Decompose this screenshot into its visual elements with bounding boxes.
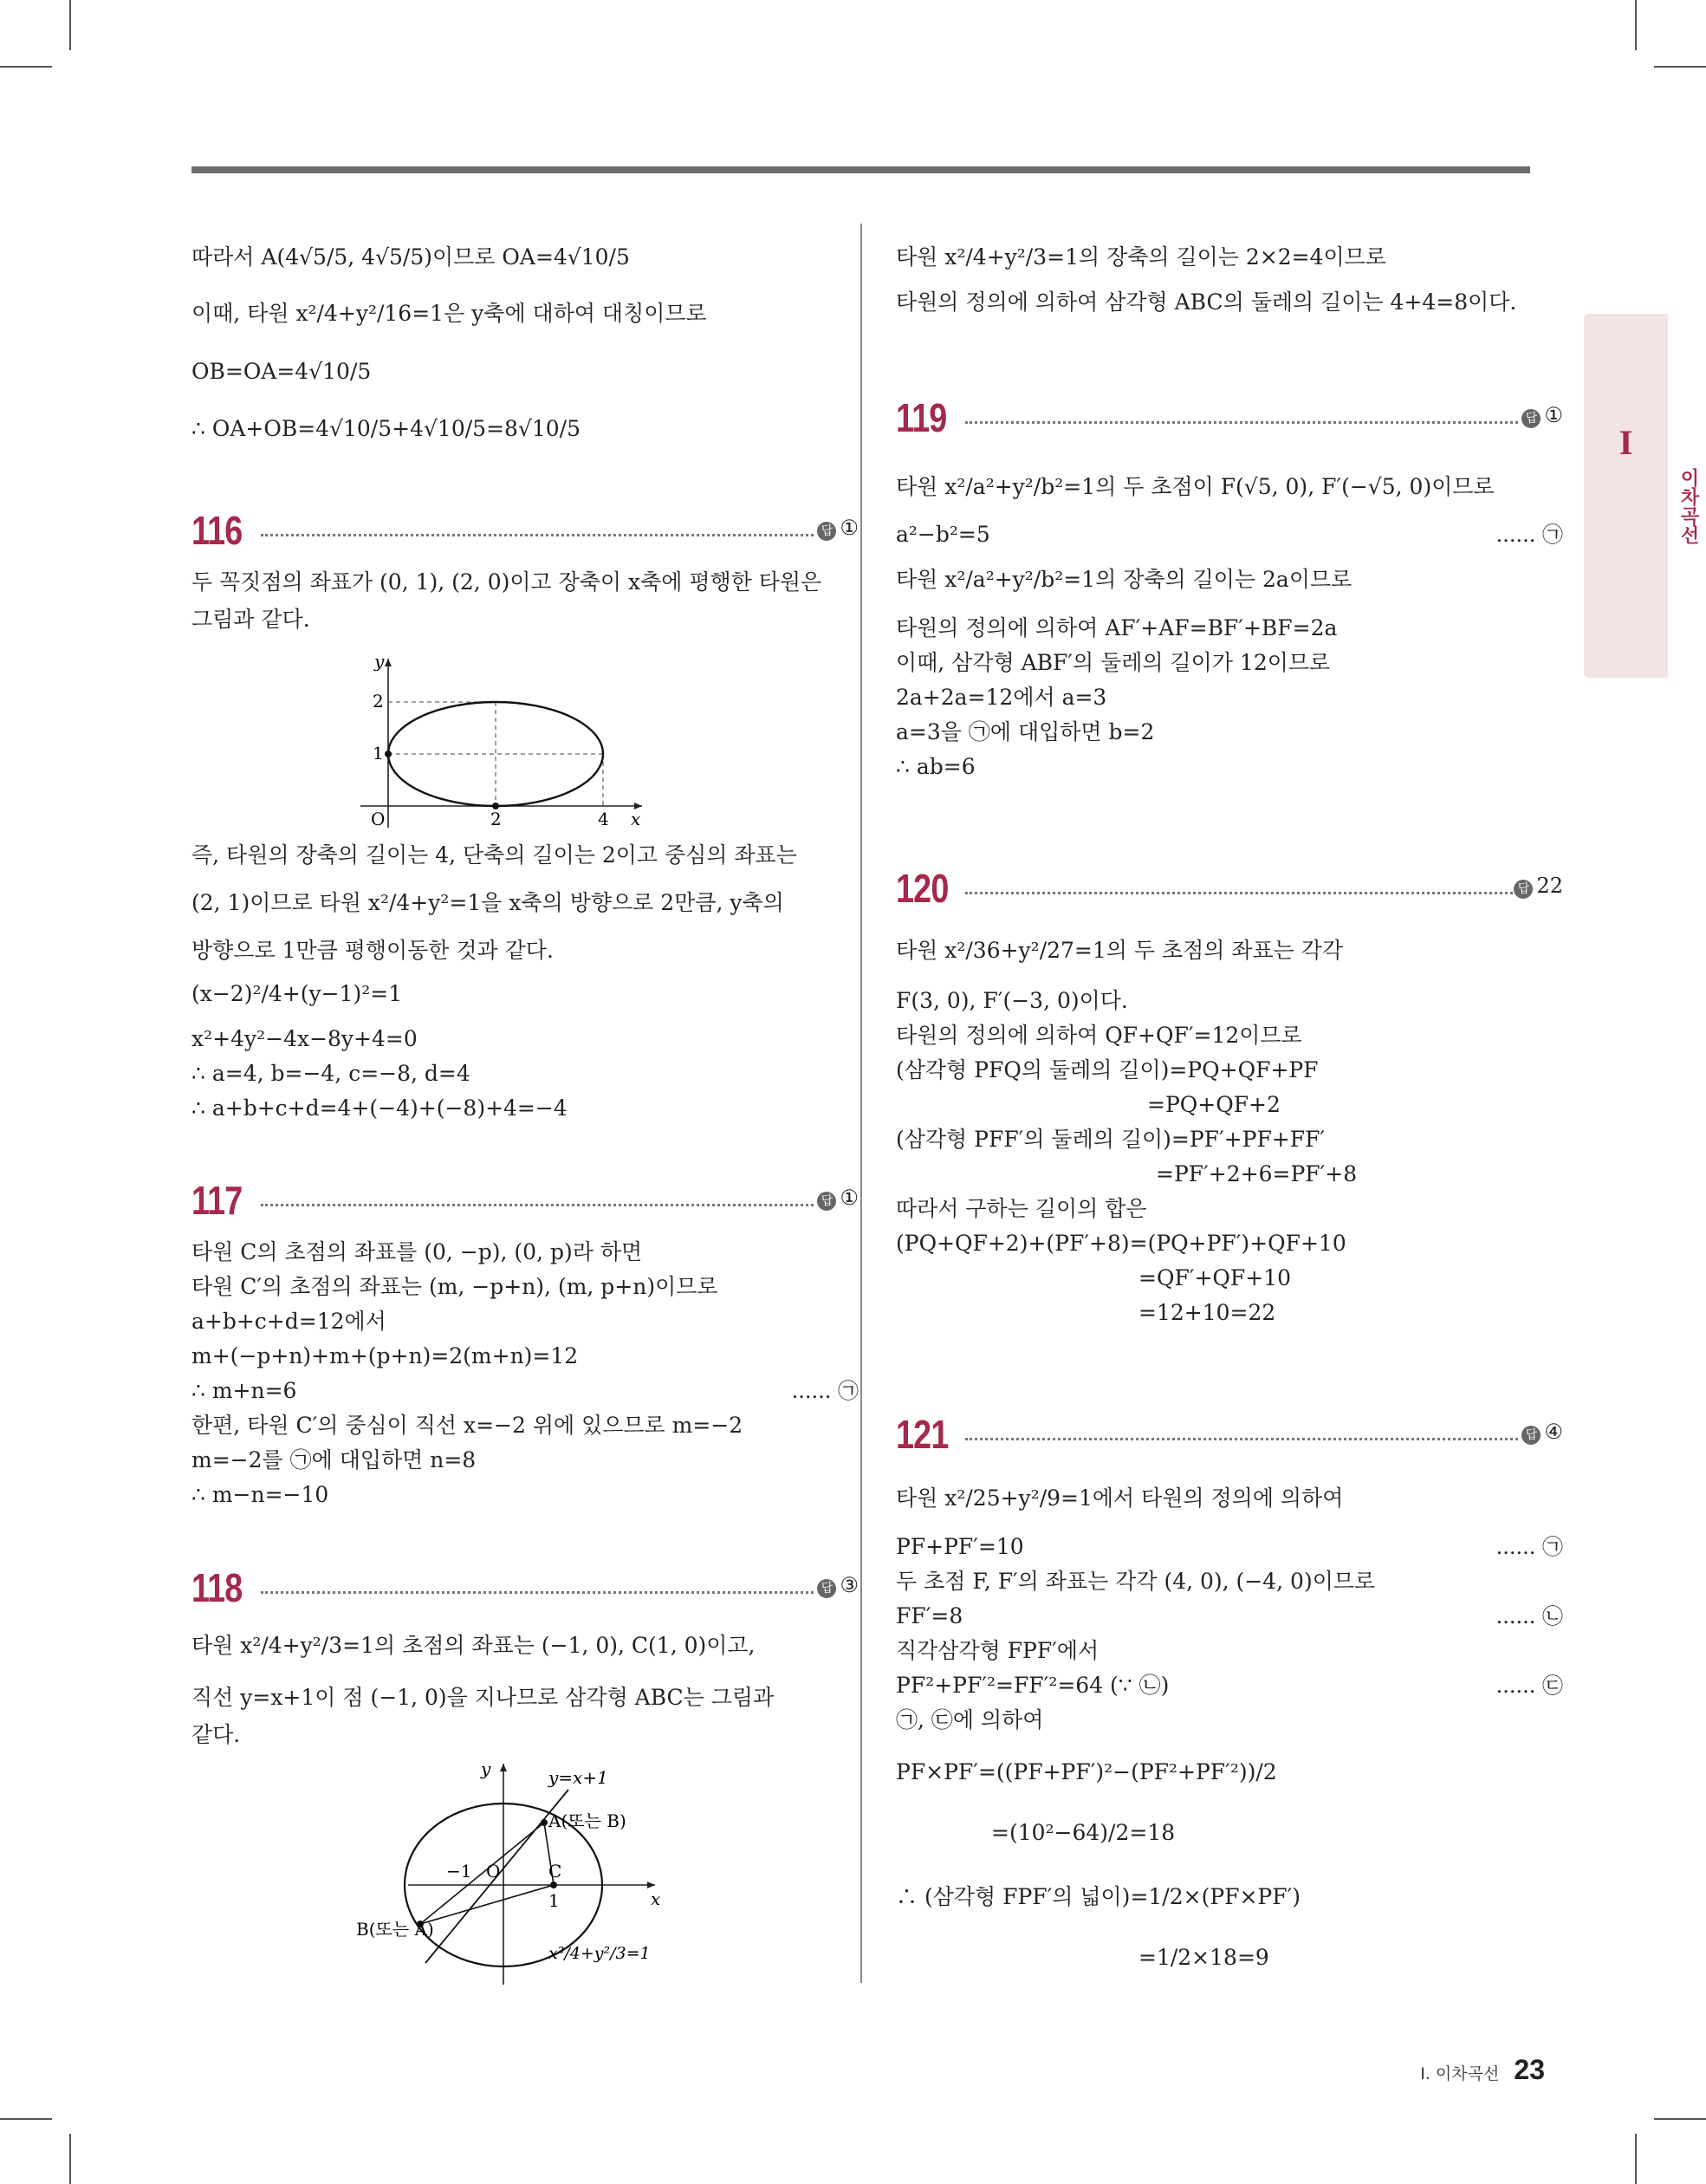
answer-badge-icon: 답 [817,1579,836,1598]
solution-line [896,1671,1563,1700]
leader-dots [261,534,814,536]
solution-line: (x−2)²/4+(y−1)²=1 [191,981,403,1006]
point-c-label: C [548,1861,562,1882]
leader-dots [965,892,1518,894]
answer-label [1521,1420,1563,1445]
answer-value: 22 [1536,874,1563,898]
ellipse-equation-label: x²/4+y²/3=1 [548,1944,651,1963]
answer-value: ① [840,1186,859,1210]
crop-mark [1654,66,1706,68]
solution-line: 한편, 타원 C′의 중심이 직선 x=−2 위에 있으므로 m=−2 [191,1413,743,1438]
crop-mark [69,0,71,50]
answer-label [817,1573,859,1598]
crop-mark [0,2118,52,2120]
solution-line: 방향으로 1만큼 평행이동한 것과 같다. [191,938,554,963]
solution-line: PF×PF′=((PF+PF′)²−(PF²+PF′²))/2 [896,1759,1277,1784]
solution-line: 이때, 삼각형 ABF′의 둘레의 길이가 12이므로 [896,650,1331,675]
answer-badge-icon: 답 [1514,880,1533,899]
solution-text: PF+PF′=10 [896,1534,1024,1559]
solution-line: 직선 y=x+1이 점 (−1, 0)을 지나므로 삼각형 ABC는 그림과 [191,1685,775,1710]
solution-text: ∴ m+n=6 [191,1378,297,1403]
solution-line: (삼각형 PFF′의 둘레의 길이)=PF′+PF+FF′ [896,1127,1326,1152]
tick-label: 2 [373,691,384,712]
problem-116-header [191,507,859,554]
solution-line: a=3을 ㉠에 대입하면 b=2 [896,719,1155,744]
answer-value: ① [840,516,859,540]
solution-line: 직각삼각형 FPF′에서 [896,1638,1099,1663]
page-number: 23 [1514,2054,1545,2085]
solution-line: ㉠, ㉢에 의하여 [896,1707,1044,1732]
equation-marker: ...... ㉢ [1495,1674,1563,1698]
leader-dots [965,421,1518,424]
problem-number: 119 [896,395,947,440]
answer-value: ③ [840,1573,859,1597]
solution-line: ∴ (삼각형 FPF′의 넓이)=1/2×(PF×PF′) [896,1884,1301,1909]
solution-line: OB=OA=4√10/5 [191,359,372,384]
answer-value: ④ [1544,1420,1563,1444]
solution-line: 타원 x²/a²+y²/b²=1의 두 초점이 F(√5, 0), F′(−√5, 0)이므로 [896,474,1495,499]
solution-line: 두 초점 F, F′의 좌표는 각각 (4, 0), (−4, 0)이므로 [896,1569,1376,1594]
figure-118-ellipse-triangle [356,1759,668,1989]
answer-value: ① [1544,403,1563,427]
x-axis-label: x [631,809,641,829]
solution-line: ∴ m−n=−10 [191,1482,329,1507]
y-axis-label: y [374,651,385,672]
problem-number: 116 [191,508,243,553]
origin-label: O [486,1861,501,1882]
solution-line: 이때, 타원 x²/4+y²/16=1은 y축에 대하여 대칭이므로 [191,301,707,326]
tick-label: 4 [598,809,609,829]
answer-badge-icon: 답 [817,522,836,541]
footer-section-label: Ⅰ. 이차곡선 [1420,2064,1500,2083]
solution-line: ∴ OA+OB=4√10/5+4√10/5=8√10/5 [191,416,581,441]
chapter-side-tab [1584,314,1699,678]
problem-number: 118 [191,1565,243,1610]
solution-line: 타원의 정의에 의하여 QF+QF′=12이므로 [896,1023,1302,1048]
answer-badge-icon: 답 [817,1192,836,1211]
solution-line: 타원 x²/36+y²/27=1의 두 초점의 좌표는 각각 [896,938,1344,963]
solution-line [896,520,1563,549]
equation-marker: ...... ㉡ [1495,1604,1563,1628]
answer-label [1521,403,1563,428]
solution-line: 타원 x²/4+y²/3=1의 초점의 좌표는 (−1, 0), C(1, 0)이고, [191,1633,756,1658]
solution-text: FF′=8 [896,1603,963,1628]
x-axis-label: x [651,1888,661,1909]
solution-line: ∴ a+b+c+d=4+(−4)+(−8)+4=−4 [191,1095,568,1121]
solution-line: a+b+c+d=12에서 [191,1309,386,1334]
point-b-label: B(또는 A) [356,1919,434,1940]
crop-mark [1654,2118,1706,2120]
problem-118-header [191,1564,859,1611]
answer-badge-icon: 답 [1521,1426,1541,1445]
origin-label: O [371,809,386,829]
solution-line: (삼각형 PFQ의 둘레의 길이)=PQ+QF+PF [896,1057,1319,1082]
solution-line: 타원의 정의에 의하여 삼각형 ABC의 둘레의 길이는 4+4=8이다. [896,289,1517,315]
equation-marker: ...... ㉠ [791,1379,859,1403]
page-footer [1420,2054,1545,2086]
answer-label [817,1186,859,1211]
solution-line: 타원의 정의에 의하여 AF′+AF=BF′+BF=2a [896,615,1338,640]
solution-line [896,1602,1563,1631]
solution-line: F(3, 0), F′(−3, 0)이다. [896,988,1128,1013]
solution-line: (2, 1)이므로 타원 x²/4+y²=1을 x축의 방향으로 2만큼, y축의 [191,890,784,915]
solution-line: 같다. [191,1722,241,1747]
crop-mark [1635,0,1637,50]
solution-text: PF²+PF′²=FF′²=64 (∵ ㉡) [896,1673,1170,1698]
problem-number: 121 [896,1412,949,1457]
solution-line: 타원 C′의 초점의 좌표는 (m, −p+n), (m, p+n)이므로 [191,1274,718,1299]
equation-marker: ...... ㉠ [1495,523,1563,547]
solution-line: =1/2×18=9 [1138,1945,1269,1970]
chapter-roman-numeral: I [1618,423,1633,462]
solution-line: 타원 x²/25+y²/9=1에서 타원의 정의에 의하여 [896,1485,1344,1511]
solution-line [191,1376,859,1406]
answer-label [817,516,859,541]
y-axis-label: y [481,1759,491,1779]
crop-mark [69,2134,71,2184]
equation-marker: ...... ㉠ [1495,1535,1563,1559]
header-rule [191,166,1530,173]
point-a-label: A(또는 B) [548,1810,626,1831]
leader-dots [965,1438,1518,1440]
line-label: y=x+1 [548,1767,608,1788]
solution-line: 두 꼭짓점의 좌표가 (0, 1), (2, 0)이고 장축이 x축에 평행한 타원은 [191,569,822,595]
solution-line: =PQ+QF+2 [1147,1092,1281,1117]
problem-number: 117 [191,1178,243,1223]
column-divider [860,224,862,1983]
solution-line: 2a+2a=12에서 a=3 [896,685,1107,710]
solution-line: (PQ+QF+2)+(PF′+8)=(PQ+PF′)+QF+10 [896,1231,1346,1256]
problem-119-header [896,394,1563,441]
tick-label: −1 [446,1861,472,1882]
solution-line: ∴ ab=6 [896,754,976,779]
crop-mark [1635,2134,1637,2184]
solution-line: 타원 C의 초점의 좌표를 (0, −p), (0, p)라 하면 [191,1239,643,1264]
solution-line: m=−2를 ㉠에 대입하면 n=8 [191,1447,477,1472]
leader-dots [261,1204,814,1206]
solution-line: =(10²−64)/2=18 [991,1820,1176,1845]
answer-badge-icon: 답 [1521,409,1541,428]
solution-line: x²+4y²−4x−8y+4=0 [191,1026,418,1051]
problem-117-header [191,1177,859,1224]
solution-line: 타원 x²/4+y²/3=1의 장축의 길이는 2×2=4이므로 [896,244,1386,270]
leader-dots [261,1591,814,1594]
problem-120-header [896,865,1563,912]
tick-label: 2 [490,809,502,829]
crop-mark [0,66,52,68]
chapter-title: 이차곡선 [1677,468,1699,544]
solution-line: 따라서 A(4√5/5, 4√5/5)이므로 OA=4√10/5 [191,244,630,270]
solution-text: a²−b²=5 [896,522,990,547]
tick-label: 1 [548,1890,560,1911]
solution-line: =PF′+2+6=PF′+8 [1156,1161,1358,1186]
solution-line: ∴ a=4, b=−4, c=−8, d=4 [191,1061,470,1086]
tick-label: 1 [373,743,384,764]
solution-line: 그림과 같다. [191,607,310,632]
solution-line: 따라서 구하는 길이의 합은 [896,1196,1147,1221]
solution-line: =QF′+QF+10 [1138,1265,1292,1290]
solution-line: 즉, 타원의 장축의 길이는 4, 단축의 길이는 2이고 중심의 좌표는 [191,842,797,868]
solution-line [896,1532,1563,1562]
figure-116-ellipse [352,650,646,832]
problem-121-header [896,1411,1563,1458]
answer-label [1514,874,1563,899]
problem-number: 120 [896,866,949,911]
solution-line: =12+10=22 [1138,1300,1276,1325]
solution-line: m+(−p+n)+m+(p+n)=2(m+n)=12 [191,1343,579,1368]
solution-line: 타원 x²/a²+y²/b²=1의 장축의 길이는 2a이므로 [896,567,1352,592]
